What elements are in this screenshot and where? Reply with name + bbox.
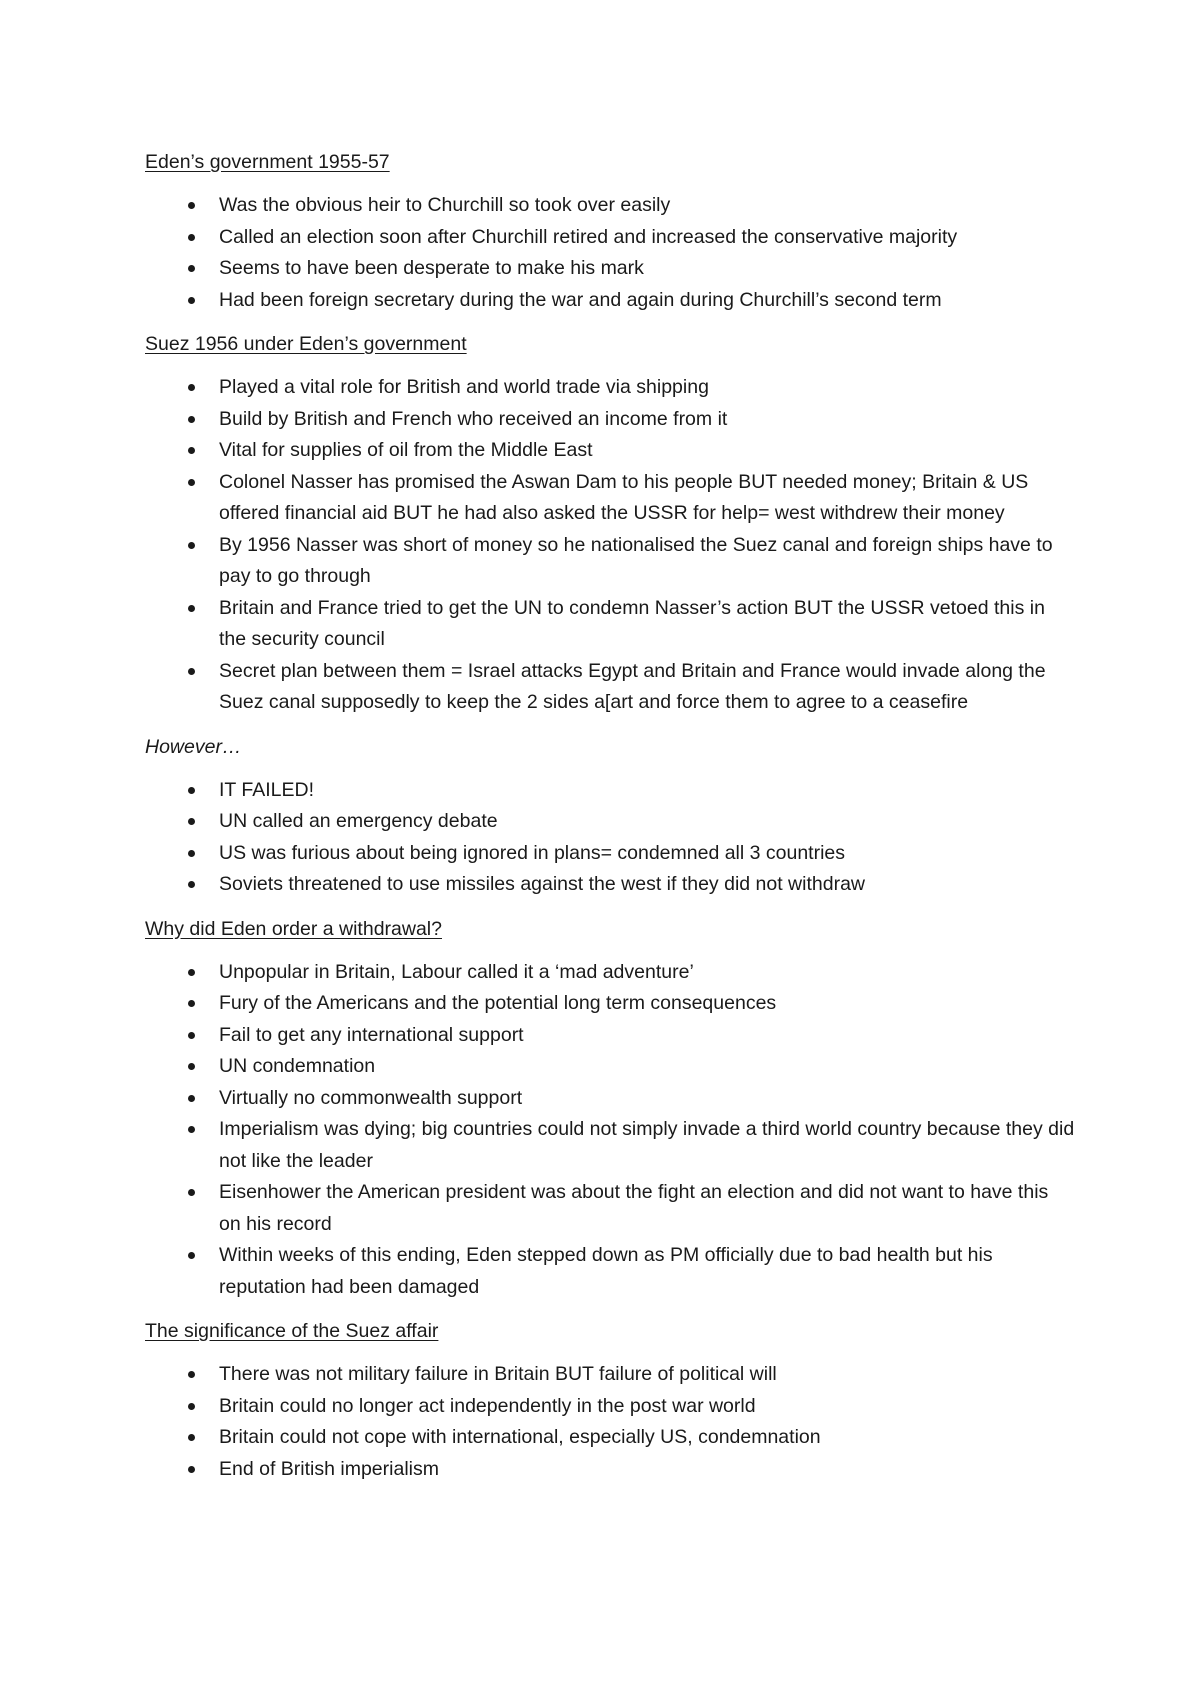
bullet-text: Imperialism was dying; big countries could not simply invade a third world country because they did not like the leader: [219, 1118, 1075, 1172]
bullet-icon: [188, 1434, 195, 1441]
bullet-text: Fail to get any international support: [219, 1023, 524, 1046]
bullet-icon: [188, 850, 195, 857]
bullet-icon: [188, 202, 195, 209]
bullet-text: There was not military failure in Britain BUT failure of political will: [219, 1363, 777, 1385]
section-significance: [145, 1319, 1075, 1485]
bullet-item: [145, 1422, 1075, 1454]
bullet-text: Played a vital role for British and world trade via shipping: [219, 376, 709, 398]
bullet-list: [145, 1359, 1075, 1485]
bullet-item: [145, 806, 1075, 838]
bullet-text: Called an election soon after Churchill retired and increased the conservative majority: [219, 225, 958, 248]
bullet-icon: [188, 1000, 195, 1007]
section-however: [145, 735, 1075, 901]
section-why-withdrawal: [145, 917, 1075, 1304]
bullet-item: [145, 957, 1075, 989]
bullet-item: [145, 1391, 1075, 1423]
bullet-item: [145, 435, 1075, 467]
bullet-item: [145, 222, 1075, 254]
bullet-item: [145, 285, 1075, 317]
bullet-list: [145, 190, 1075, 316]
bullet-icon: [188, 1466, 195, 1473]
bullet-item: [145, 593, 1075, 656]
bullet-icon: [188, 1252, 195, 1259]
bullet-icon: [188, 1126, 195, 1133]
bullet-list: [145, 372, 1075, 719]
bullet-item: [145, 1177, 1075, 1240]
bullet-list: [145, 957, 1075, 1304]
bullet-text: Britain and France tried to get the UN to condemn Nasser’s action BUT the USSR vetoed this in the security council: [219, 596, 1045, 650]
bullet-text: Had been foreign secretary during the war and again during Churchill’s second term: [219, 288, 942, 311]
bullet-text: Fury of the Americans and the potential long term consequences: [219, 992, 777, 1014]
section-heading: Suez 1956 under Eden’s government: [145, 333, 467, 355]
bullet-text: Britain could not cope with international, especially US, condemnation: [219, 1426, 821, 1448]
section-heading: Eden’s government 1955-57: [145, 151, 390, 173]
bullet-item: [145, 1051, 1075, 1083]
bullet-item: [145, 1359, 1075, 1391]
bullet-text: UN called an emergency debate: [219, 810, 498, 832]
section-heading: However…: [145, 735, 242, 758]
bullet-icon: [188, 265, 195, 272]
bullet-item: [145, 1454, 1075, 1486]
bullet-text: Within weeks of this ending, Eden stepped down as PM officially due to bad health but his reputation had been damaged: [219, 1244, 993, 1298]
bullet-text: UN condemnation: [219, 1055, 376, 1077]
bullet-item: [145, 372, 1075, 404]
bullet-icon: [188, 668, 195, 675]
bullet-text: Virtually no commonwealth support: [219, 1086, 523, 1109]
bullet-icon: [188, 969, 195, 976]
bullet-text: Was the obvious heir to Churchill so took over easily: [219, 194, 671, 216]
bullet-icon: [188, 881, 195, 888]
bullet-item: [145, 869, 1075, 901]
bullet-icon: [188, 1403, 195, 1410]
bullet-item: [145, 988, 1075, 1020]
bullet-text: Vital for supplies of oil from the Middle East: [219, 439, 593, 461]
bullet-text: Britain could no longer act independently in the post war world: [219, 1394, 756, 1417]
bullet-text: By 1956 Nasser was short of money so he nationalised the Suez canal and foreign ships have to pay to go through: [219, 533, 1053, 587]
bullet-icon: [188, 605, 195, 612]
bullet-item: [145, 404, 1075, 436]
bullet-icon: [188, 818, 195, 825]
bullet-icon: [188, 416, 195, 423]
bullet-icon: [188, 542, 195, 549]
bullet-item: [145, 1240, 1075, 1303]
bullet-item: [145, 467, 1075, 530]
bullet-text: Unpopular in Britain, Labour called it a ‘mad adventure’: [219, 960, 694, 983]
bullet-text: Build by British and French who received an income from it: [219, 407, 728, 430]
bullet-item: [145, 1083, 1075, 1115]
section-suez-1956: [145, 332, 1075, 719]
bullet-text: Soviets threatened to use missiles against the west if they did not withdraw: [219, 873, 866, 895]
bullet-list: [145, 775, 1075, 901]
bullet-text: US was furious about being ignored in plans= condemned all 3 countries: [219, 841, 846, 864]
bullet-icon: [188, 1095, 195, 1102]
bullet-item: [145, 253, 1075, 285]
bullet-item: [145, 530, 1075, 593]
bullet-item: [145, 190, 1075, 222]
bullet-text: Eisenhower the American president was about the fight an election and did not want to have this on his record: [219, 1181, 1049, 1235]
section-heading: Why did Eden order a withdrawal?: [145, 917, 442, 940]
bullet-icon: [188, 1032, 195, 1039]
bullet-icon: [188, 384, 195, 391]
bullet-text: Secret plan between them = Israel attacks Egypt and Britain and France would invade along the Suez canal supposedly to keep the 2 sides a[art and force them to agree to a ceasefire: [219, 659, 1046, 713]
bullet-item: [145, 1114, 1075, 1177]
bullet-item: [145, 838, 1075, 870]
bullet-icon: [188, 1063, 195, 1070]
section-edens-government: [145, 150, 1075, 316]
bullet-text: Colonel Nasser has promised the Aswan Dam to his people BUT needed money; Britain & US offered financial aid BUT he had also asked the USSR for help= west withdrew their money: [219, 470, 1029, 524]
bullet-icon: [188, 787, 195, 794]
bullet-text: Seems to have been desperate to make his mark: [219, 257, 644, 279]
document-page: [145, 150, 1075, 1501]
bullet-icon: [188, 447, 195, 454]
bullet-text: IT FAILED!: [219, 778, 315, 801]
bullet-item: [145, 775, 1075, 807]
bullet-icon: [188, 479, 195, 486]
bullet-icon: [188, 1371, 195, 1378]
bullet-icon: [188, 1189, 195, 1196]
bullet-text: End of British imperialism: [219, 1457, 439, 1480]
bullet-item: [145, 1020, 1075, 1052]
bullet-icon: [188, 234, 195, 241]
bullet-item: [145, 656, 1075, 719]
section-heading: The significance of the Suez affair: [145, 1320, 439, 1342]
bullet-icon: [188, 297, 195, 304]
